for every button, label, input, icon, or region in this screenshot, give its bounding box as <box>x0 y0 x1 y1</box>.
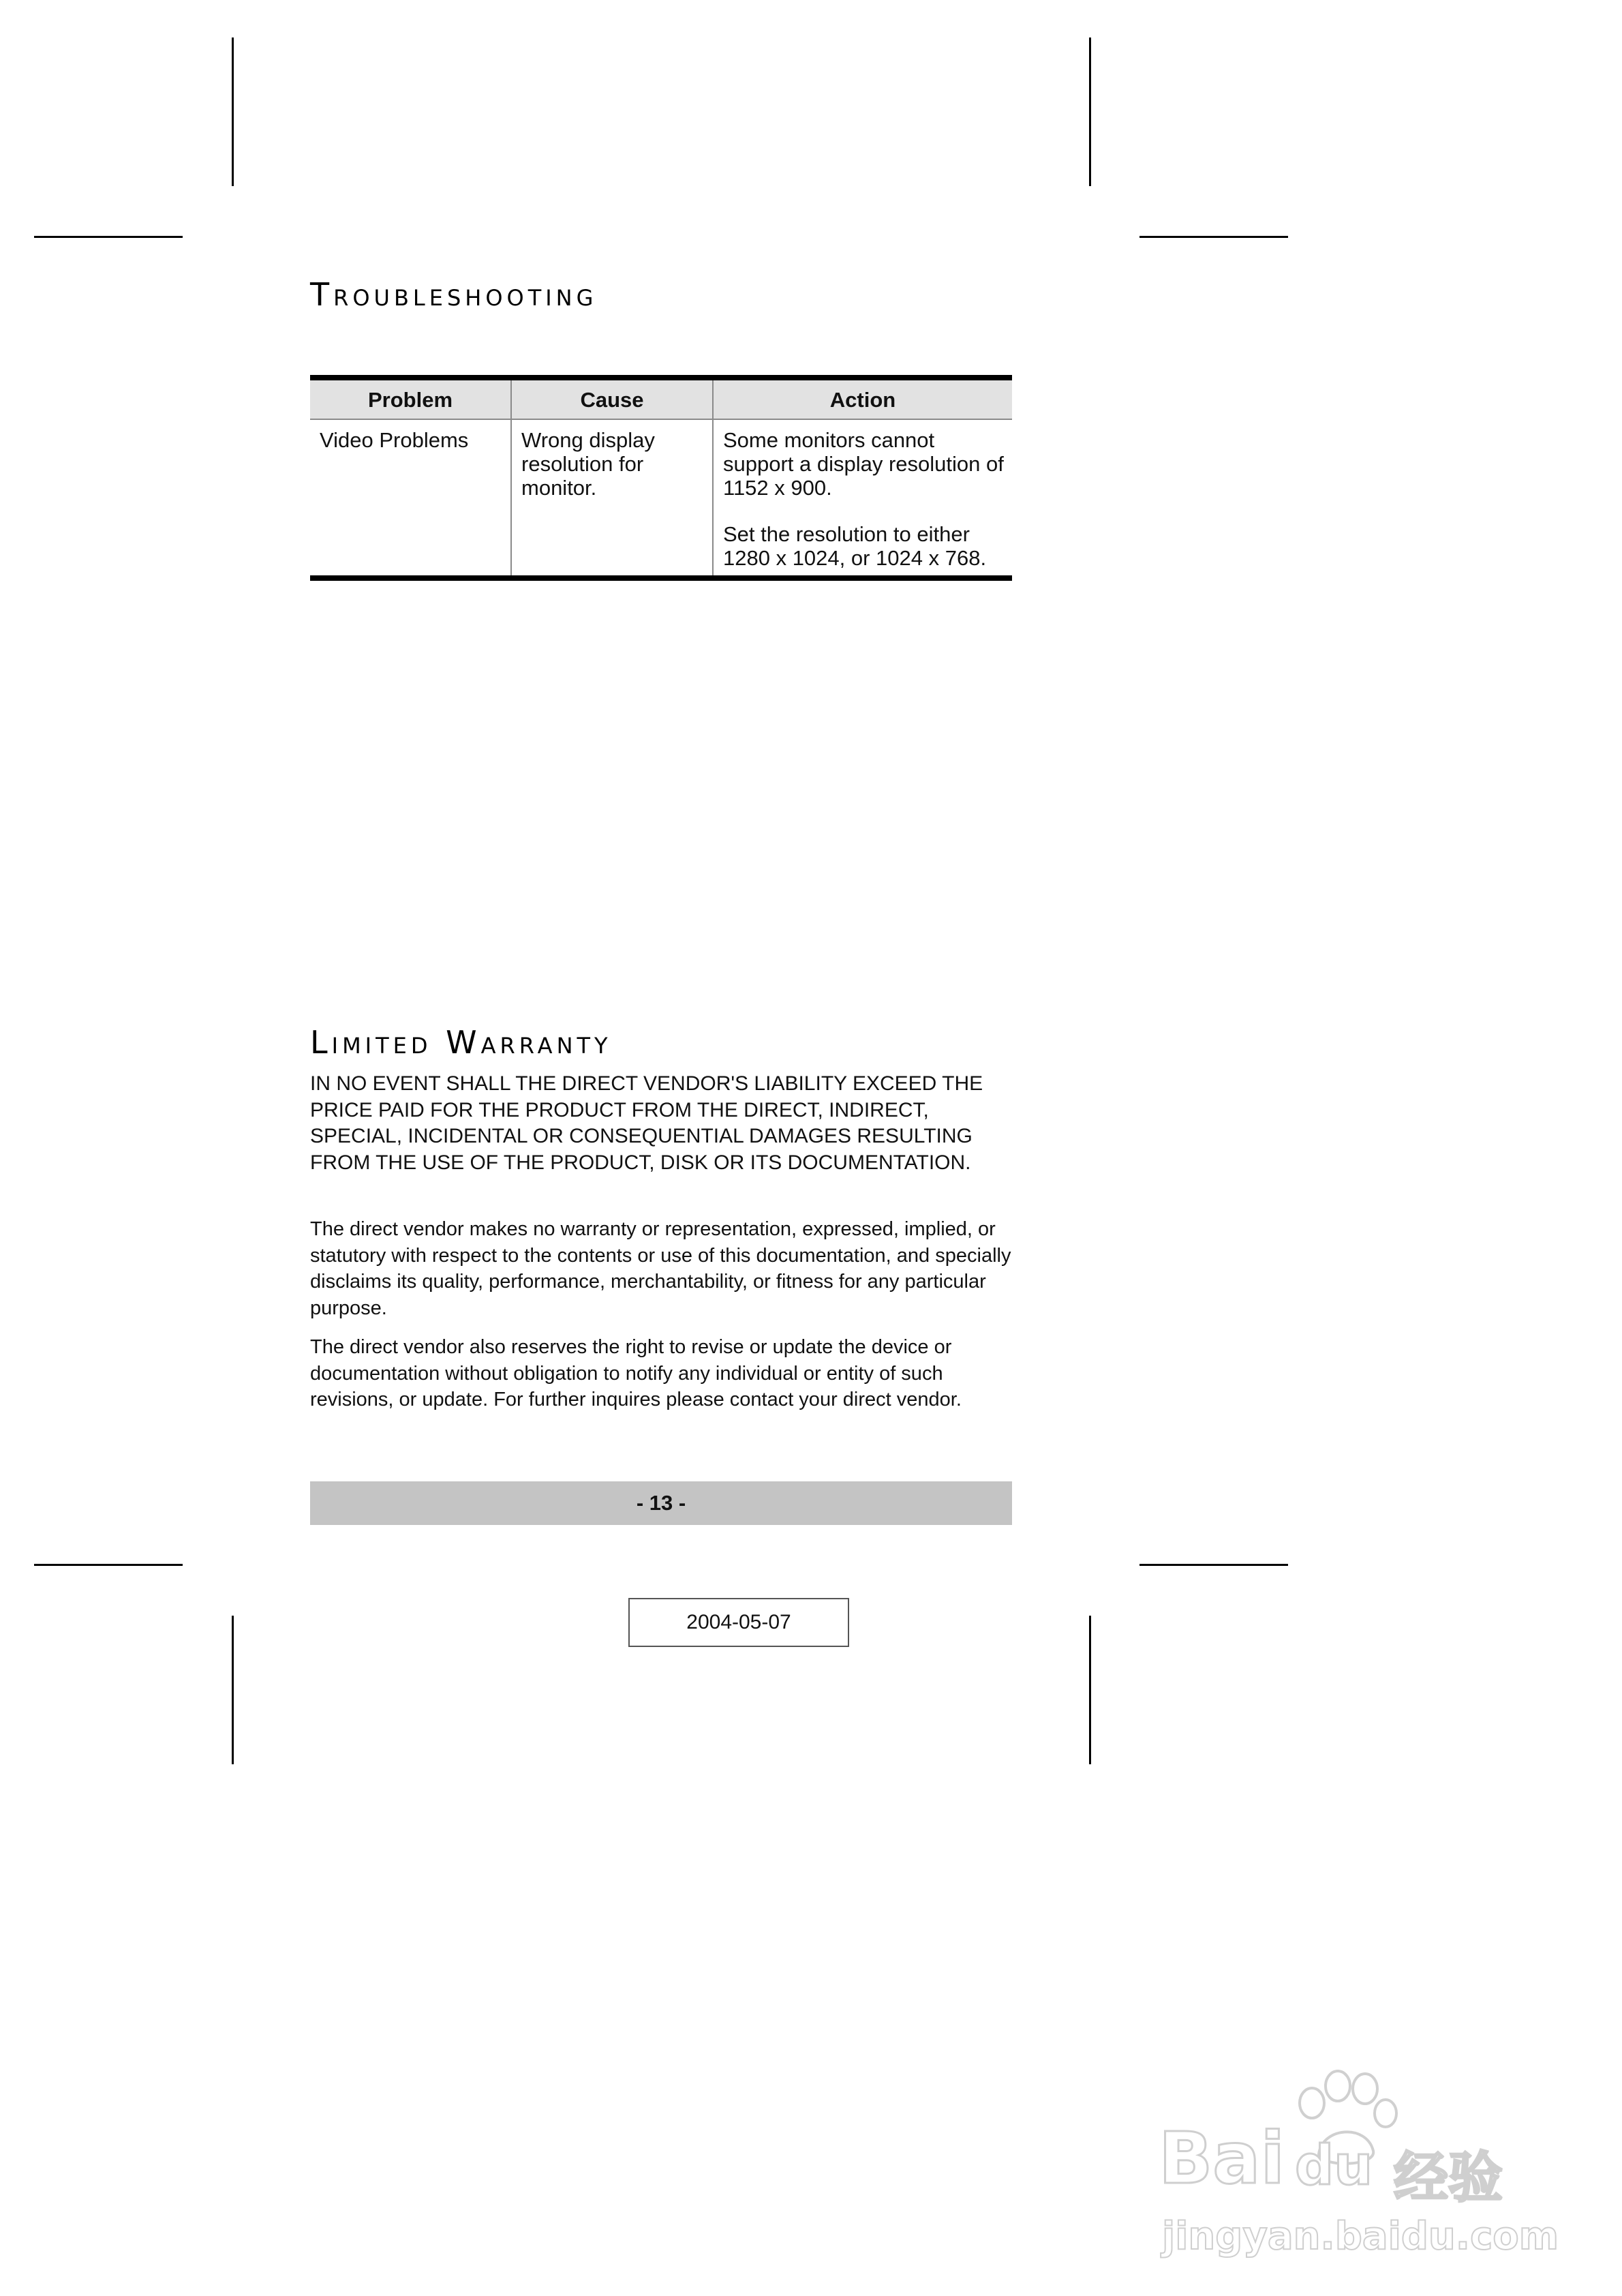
watermark-url: jingyan.baidu.com <box>1162 2214 1559 2259</box>
troubleshooting-table <box>310 375 1012 581</box>
watermark-brand-latin: Bai <box>1159 2117 1285 2200</box>
crop-mark-bottom-left-horizontal <box>34 1564 183 1566</box>
action-text-2: Set the resolution to either 1280 x 1024, or 1024 x 768. <box>723 522 987 570</box>
crop-mark-bottom-left-vertical <box>232 1616 234 1764</box>
date-stamp-box <box>628 1598 849 1647</box>
header-problem: Problem <box>310 378 511 419</box>
action-text-1: Some monitors cannot support a display resolution of 1152 x 900. <box>723 428 1004 500</box>
cell-problem: Video Problems <box>320 428 469 452</box>
warranty-paragraph-2: The direct vendor makes no warranty or representation, expressed, implied, or statutory with respect to the contents or use of this documentation, and specially disclaims its quality, performance, merchantability, or fitness for any particular purpose. <box>310 1218 1011 1319</box>
table-row <box>310 419 1012 578</box>
crop-mark-top-right-vertical <box>1089 37 1091 186</box>
crop-mark-top-right-horizontal <box>1139 236 1288 238</box>
watermark-brand-du: du <box>1295 2134 1373 2197</box>
header-cause: Cause <box>511 378 713 419</box>
header-action: Action <box>713 378 1012 419</box>
cell-cause: Wrong display resolution for monitor. <box>511 419 713 578</box>
troubleshooting-heading: Troubleshooting <box>310 276 598 313</box>
warranty-paragraph-3: The direct vendor also reserves the right to revise or update the device or documentation without obligation to notify any individual or entity of such revisions, or update. For further inquires please contact your direct vendor. <box>310 1336 962 1410</box>
date-stamp: 2004-05-07 <box>686 1611 791 1633</box>
crop-mark-top-left-horizontal <box>34 236 183 238</box>
crop-mark-bottom-right-horizontal <box>1139 1564 1288 1566</box>
page-number: - 13 - <box>636 1491 686 1515</box>
page-number-bar <box>310 1481 1012 1525</box>
baidu-jingyan-watermark <box>1159 2066 1559 2263</box>
crop-mark-bottom-right-vertical <box>1089 1616 1091 1764</box>
crop-mark-top-left-vertical <box>232 37 234 186</box>
table-header-row <box>310 378 1012 419</box>
cell-action <box>713 419 1012 578</box>
warranty-paragraph-1: IN NO EVENT SHALL THE DIRECT VENDOR'S LIABILITY EXCEED THE PRICE PAID FOR THE PRODUCT FROM THE DIRECT, INDIRECT, SPECIAL, INCIDENTAL OR CONSEQUENTIAL DAMAGES RESULTING FROM THE USE OF THE PRODUCT, DISK OR ITS DOCUMENTATION. <box>310 1072 983 1174</box>
watermark-brand-cn: 经验 <box>1394 2146 1503 2209</box>
warranty-heading: Limited Warranty <box>310 1024 612 1061</box>
